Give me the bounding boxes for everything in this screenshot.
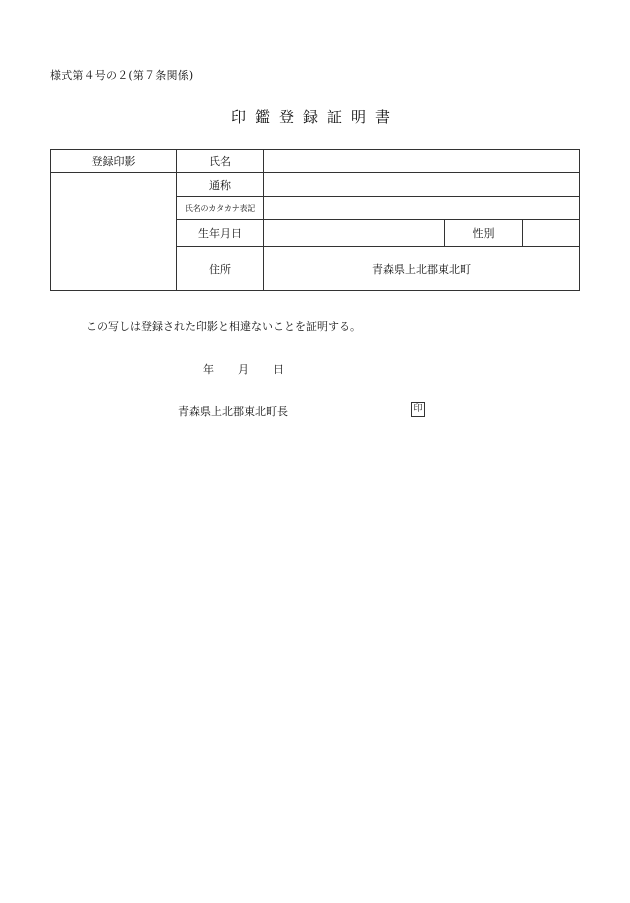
date-year: 年 [203, 363, 214, 376]
birthdate-field [264, 220, 445, 247]
official-seal-box: 印 [411, 402, 425, 417]
form-number: 様式第４号の２(第７条関係) [50, 69, 194, 82]
name-label: 氏名 [177, 150, 264, 173]
gender-field [523, 220, 580, 247]
registered-seal-label: 登録印影 [51, 150, 177, 173]
issuer-name: 青森県上北郡東北町長 [178, 405, 288, 418]
alias-label: 通称 [177, 173, 264, 197]
issue-date [203, 361, 284, 377]
birthdate-label: 生年月日 [177, 220, 264, 247]
address-label: 住所 [177, 247, 264, 291]
alias-field [264, 173, 580, 197]
date-month: 月 [238, 363, 249, 376]
date-day: 日 [273, 363, 284, 376]
certificate-table [50, 149, 580, 291]
name-field [264, 150, 580, 173]
registered-seal-area [51, 173, 177, 291]
kana-field [264, 197, 580, 220]
gender-label: 性別 [445, 220, 523, 247]
certification-statement: この写しは登録された印影と相違ないことを証明する。 [86, 320, 361, 333]
document-title: 印鑑登録証明書 [230, 108, 399, 126]
kana-label: 氏名のカタカナ表記 [177, 197, 264, 220]
address-field: 青森県上北郡東北町 [264, 247, 580, 291]
